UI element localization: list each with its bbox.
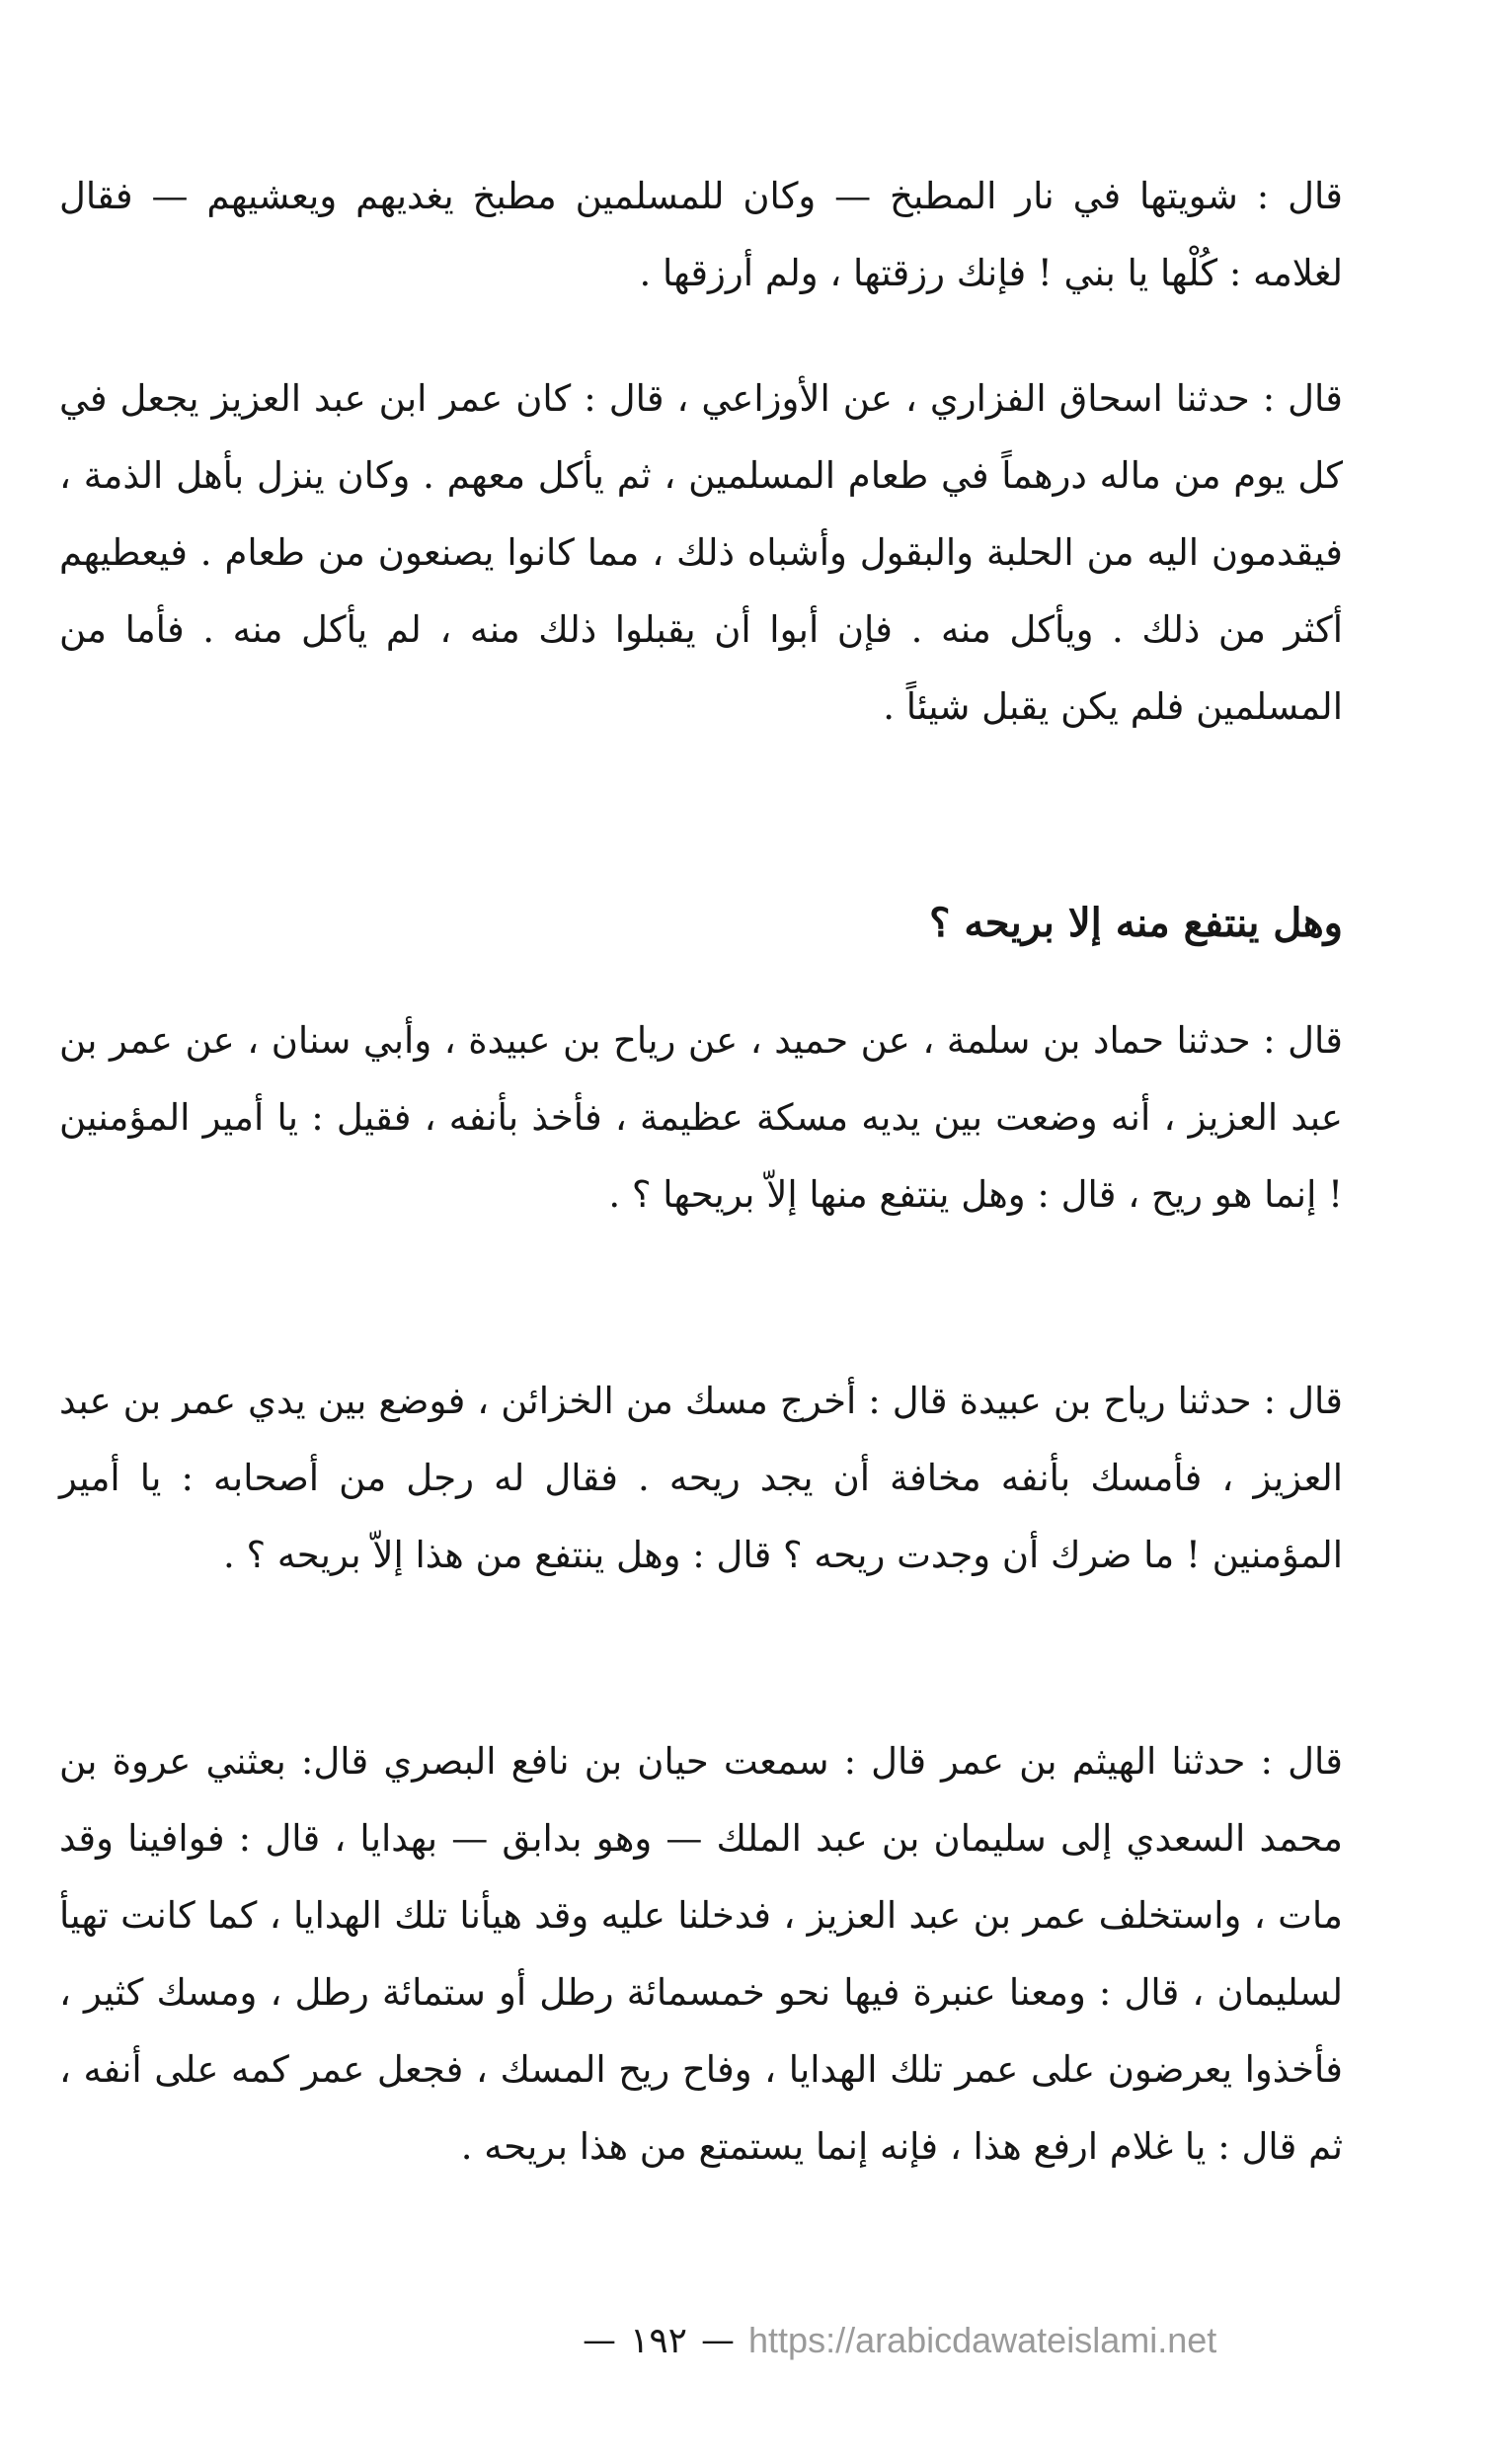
source-url-watermark: https://arabicdawateislami.net (748, 2320, 1217, 2360)
page-number: ١٩٢ (630, 2320, 688, 2361)
paragraph-text: قال : حدثنا حماد بن سلمة ، عن حميد ، عن رياح بن عبيدة ، وأبي سنان ، عن عمر بن عبد العزيز ، أنه وضعت بين يديه مسكة عظيمة ، فأخذ بأنفه ، فقيل : يا أمير المؤمنين ! إنما هو ريح ، قال : وهل ينتفع منها إلاّ بريحها ؟ . (59, 1019, 1343, 1216)
paragraph-haytham-narration (59, 1723, 1343, 2186)
paragraph-riyah-narration (59, 1363, 1343, 1594)
paragraph-text: قال : شويتها في نار المطبخ — وكان للمسلمين مطبخ يغديهم ويعشيهم — فقال لغلامه : كُلْها يا بني ! فإنك رزقتها ، ولم أرزقها . (59, 175, 1343, 294)
footer-dash-left: — (583, 2321, 616, 2360)
page-footer (583, 2316, 1216, 2365)
paragraph-ouzai-narration (59, 360, 1343, 746)
section-heading: وهل ينتفع منه إلا بريحه ؟ (929, 900, 1343, 946)
footer-dash-right: — (701, 2321, 736, 2360)
paragraph-kitchen (59, 158, 1343, 312)
paragraph-hammad-narration (59, 1002, 1343, 1233)
paragraph-text: قال : حدثنا الهيثم بن عمر قال : سمعت حيان بن نافع البصري قال: بعثني عروة بن محمد السعدي إلى سليمان بن عبد الملك — وهو بدابق — بهدايا ، قال : فوافينا وقد مات ، واستخلف عمر بن عبد العزيز ، فدخلنا عليه وقد هيأنا تلك الهدايا ، كما كانت تهيأ لسليمان ، قال : ومعنا عنبرة فيها نحو خمسمائة رطل أو ستمائة رطل ، ومسك كثير ، فأخذوا يعرضون على عمر تلك الهدايا ، وفاح ريح المسك ، فجعل عمر كمه على أنفه ، ثم قال : يا غلام ارفع هذا ، فإنه إنما يستمتع من هذا بريحه . (59, 1740, 1343, 2168)
paragraph-text: قال : حدثنا رياح بن عبيدة قال : أخرج مسك من الخزائن ، فوضع بين يدي عمر بن عبد العزيز ، فأمسك بأنفه مخافة أن يجد ريحه . فقال له رجل من أصحابه : يا أمير المؤمنين ! ما ضرك أن وجدت ريحه ؟ قال : وهل ينتفع من هذا إلاّ بريحه ؟ . (59, 1380, 1343, 1576)
paragraph-text: قال : حدثنا اسحاق الفزاري ، عن الأوزاعي ، قال : كان عمر ابن عبد العزيز يجعل في كل يوم من ماله درهماً في طعام المسلمين ، ثم يأكل معهم . وكان ينزل بأهل الذمة ، فيقدمون اليه من الحلبة والبقول وأشباه ذلك ، مما كانوا يصنعون من طعام . فيعطيهم أكثر من ذلك . ويأكل منه . فإن أبوا أن يقبلوا ذلك منه ، لم يأكل منه . فأما من المسلمين فلم يكن يقبل شيئاً . (59, 377, 1343, 728)
